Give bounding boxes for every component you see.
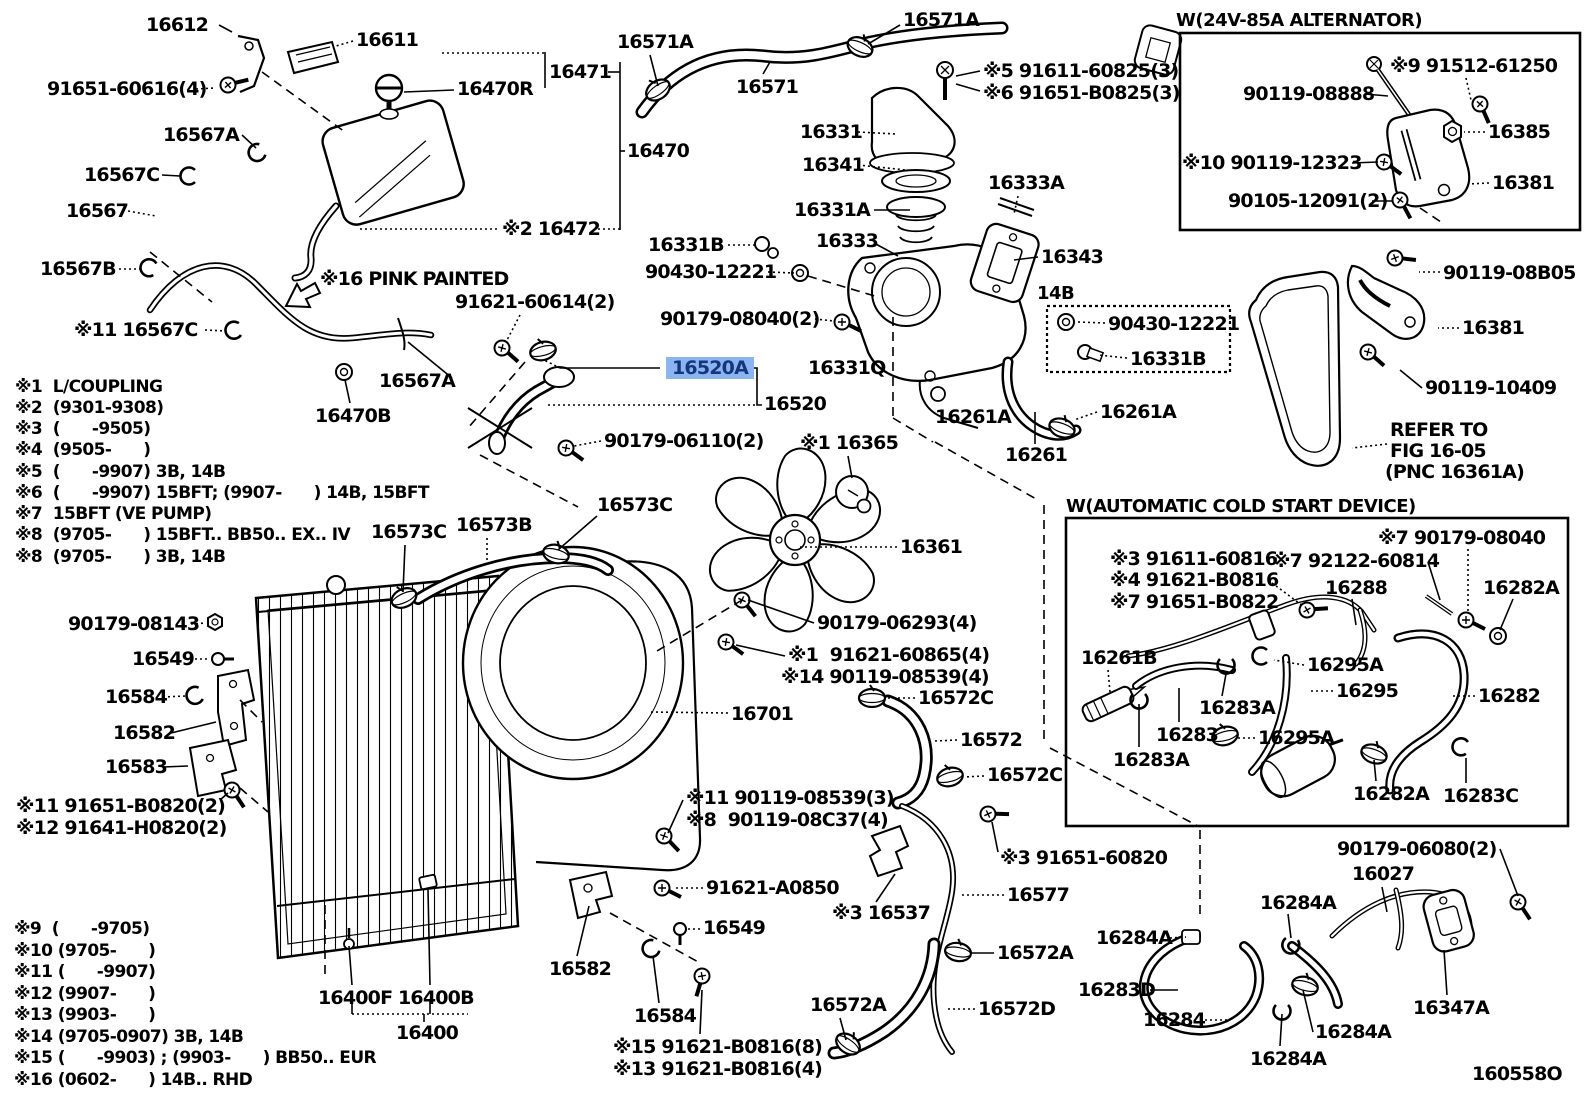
alternator-variant-box-title: W(24V-85A ALTERNATOR) [1176, 10, 1423, 31]
part-callout: ※9 91512-61250 [1390, 55, 1558, 77]
part-callout: 16572 [960, 729, 1023, 751]
part-callout: 16261A [935, 406, 1012, 428]
part-callout: 90179-06293(4) [817, 612, 977, 634]
part-callout: 16567A [163, 124, 240, 146]
part-callout: 91651-60616(4) [47, 78, 207, 100]
part-callout: ※16 PINK PAINTED [320, 268, 509, 290]
part-callout: 16295 [1336, 680, 1399, 702]
leader-line [205, 330, 226, 331]
part-callout: ※7 92122-60814 [1272, 550, 1440, 572]
leader-line [345, 380, 350, 403]
part-callout: 16331 [800, 121, 863, 143]
leader-line [956, 84, 980, 91]
leader-line [1288, 914, 1291, 938]
part-callout: 16567C [84, 164, 160, 186]
part-callout: 90119-08888 [1243, 83, 1375, 105]
part-callout: 16381 [1492, 172, 1555, 194]
part-callout: 16572C [987, 764, 1063, 786]
part-callout: 16261 [1005, 444, 1068, 466]
part-callout: 16611 [356, 29, 419, 51]
part-callout: 16295A [1258, 727, 1335, 749]
leader-line [1074, 412, 1097, 420]
part-callout: 16343 [1041, 246, 1104, 268]
part-callout: 16572D [978, 998, 1056, 1020]
part-callout: ※3 91651-60820 [1000, 847, 1168, 869]
leader-line [1400, 370, 1422, 388]
part-callout: 16612 [146, 14, 209, 36]
part-callout: 90430-12221 [1108, 313, 1240, 335]
part-callout: 16573C [597, 494, 673, 516]
part-callout: 90179-06080(2) [1337, 838, 1497, 860]
part-callout: ※11 16567C [74, 319, 198, 341]
variant-note: ※8 (9705- ) 15BFT.. BB50.. EX.. IV [15, 525, 351, 545]
variant-note: ※4 (9505- ) [15, 440, 151, 460]
leader-line [934, 740, 957, 741]
part-callout: 16361 [900, 536, 963, 558]
part-callout: 16571 [736, 76, 799, 98]
part-callout: ※12 91641-H0820(2) [16, 817, 227, 839]
alternator-bracket-parts [1367, 57, 1469, 206]
part-callout: 16400F [318, 987, 393, 1009]
part-callout: ※1 16365 [800, 432, 899, 454]
part-callout: 16577 [1007, 884, 1070, 906]
part-callout: 91621-A0850 [706, 877, 839, 899]
part-callout: 16284A [1315, 1021, 1392, 1043]
leader-line [1500, 599, 1513, 630]
part-callout: 16331B [1130, 348, 1206, 370]
part-callout: 16549 [703, 917, 766, 939]
part-callout: 90105-12091(2) [1228, 190, 1388, 212]
part-callout: 16572C [918, 687, 994, 709]
part-callout: ※13 91621-B0816(4) [613, 1058, 823, 1080]
part-callout: ※6 91651-B0825(3) [983, 82, 1180, 104]
reservoir-tank [295, 75, 467, 278]
part-callout: ※4 91621-B0816 [1110, 569, 1279, 591]
part-callout: 16333A [988, 172, 1065, 194]
leader-line [1468, 183, 1489, 184]
part-callout: 16027 [1352, 863, 1415, 885]
drive-belt [1249, 272, 1340, 466]
part-callout: 90119-10409 [1425, 377, 1557, 399]
leader-line [162, 175, 180, 176]
leader-line [1500, 849, 1518, 896]
part-callout: 16288 [1325, 577, 1388, 599]
part-callout: 16284A [1096, 927, 1173, 949]
leader-line [1352, 444, 1387, 448]
leader-line [763, 62, 770, 74]
variant-note: ※14 (9705-0907) 3B, 14B [14, 1027, 244, 1047]
part-callout: 16584 [105, 686, 168, 708]
part-callout: 16583 [105, 756, 168, 778]
part-callout: 16331Q [808, 357, 886, 379]
part-callout: 16385 [1488, 121, 1551, 143]
part-callout: 16381 [1462, 317, 1525, 339]
leader-line [956, 71, 980, 76]
leader-line [558, 516, 597, 550]
leader-line [1466, 78, 1471, 100]
part-callout: 90179-06110(2) [604, 430, 764, 452]
part-callout: 16567 [66, 200, 129, 222]
part-callout: 16701 [731, 703, 794, 725]
part-callout: 90179-08143 [68, 613, 200, 635]
part-callout: 16341 [802, 154, 865, 176]
variant-note: ※15 ( -9903) ; (9903- ) BB50.. EUR [14, 1048, 377, 1068]
variant-note: ※13 (9903- ) [14, 1005, 156, 1025]
variant-note: ※8 (9705- ) 3B, 14B [15, 547, 226, 567]
part-callout: 16295A [1307, 654, 1384, 676]
leader-line [349, 946, 352, 985]
variant-note: ※12 (9907- ) [14, 984, 156, 1004]
part-callout: 16283C [1443, 785, 1519, 807]
part-callout: 16261A [1100, 401, 1177, 423]
part-callout: 16282A [1353, 783, 1430, 805]
reservoir-brackets [238, 36, 338, 92]
variant-note: ※3 ( -9505) [15, 419, 151, 439]
variant-note: ※16 (0602- ) 14B.. RHD [14, 1070, 253, 1090]
part-callout: 16284 [1143, 1009, 1206, 1031]
part-callout: REFER TO [1390, 419, 1488, 441]
part-callout: 90430-12221 [645, 261, 777, 283]
leader-line [992, 822, 998, 852]
part-callout: 16470 [627, 140, 690, 162]
leader-line [404, 90, 454, 92]
leader-line [848, 456, 852, 478]
part-callout: ※10 90119-12323 [1182, 152, 1362, 174]
cold-start-variant-box-title: W(AUTOMATIC COLD START DEVICE) [1066, 496, 1416, 517]
variant-note: ※9 ( -9705) [14, 919, 150, 939]
leader-line [736, 645, 785, 656]
leader-line [1444, 950, 1447, 995]
part-callout: 16582 [113, 722, 176, 744]
part-callout: 16573C [371, 521, 447, 543]
leader-line [1078, 322, 1105, 323]
part-callout: ※7 91651-B0822 [1110, 591, 1279, 613]
adjusting-bracket [1348, 266, 1424, 339]
part-callout: ※14 90119-08539(4) [781, 666, 989, 688]
part-callout: ※8 90119-08C37(4) [686, 809, 888, 831]
part-callout: 16283A [1199, 697, 1276, 719]
leader-line [876, 874, 895, 902]
cooling-fan [701, 449, 890, 632]
assembly-dash-line [480, 455, 578, 507]
part-callout: 16284A [1260, 892, 1337, 914]
part-callout: 16282A [1483, 577, 1560, 599]
part-callout: 16400B [398, 987, 474, 1009]
part-callout: 16471 [549, 61, 612, 83]
leader-line [1108, 670, 1110, 692]
part-callout: 16572A [810, 994, 887, 1016]
assembly-dash-line [893, 418, 933, 442]
part-callout: 16470B [315, 405, 391, 427]
part-callout: 16283D [1078, 979, 1156, 1001]
part-callout: ※15 91621-B0816(8) [613, 1036, 823, 1058]
part-callout: 16573B [456, 514, 532, 536]
variant-note: ※1 L/COUPLING [15, 377, 163, 397]
part-callout: ※2 16472 [502, 218, 601, 240]
part-callout: 91621-60614(2) [455, 291, 615, 313]
part-callout: 16282 [1478, 685, 1541, 707]
part-callout: 16520 [764, 393, 827, 415]
variant-note: ※2 (9301-9308) [15, 398, 164, 418]
part-callout: 16331B [648, 234, 724, 256]
part-callout: 16571A [903, 9, 980, 31]
leader-line [171, 722, 216, 733]
part-callout: 16331A [794, 199, 871, 221]
leader-line [700, 990, 702, 1034]
part-callout: ※3 91611-60816 [1110, 548, 1278, 570]
part-callout: ※1 91621-60865(4) [788, 644, 990, 666]
leader-line [336, 41, 353, 46]
part-callout: 16584 [634, 1005, 697, 1027]
variant-note: ※7 15BFT (VE PUMP) [15, 504, 212, 524]
part-callout: ※3 16537 [832, 902, 931, 924]
part-callout: 16571A [617, 31, 694, 53]
variant-note: ※11 ( -9907) [14, 962, 156, 982]
part-callout: 16283A [1113, 749, 1190, 771]
variant-note: ※10 (9705- ) [14, 941, 156, 961]
part-callout: 16582 [549, 958, 612, 980]
part-callout: 90119-08B05 [1443, 262, 1576, 284]
assembly-dash-line [262, 72, 345, 132]
variant-note: ※5 ( -9907) 3B, 14B [15, 462, 226, 482]
variant-note: ※6 ( -9907) 15BFT; (9907- ) 14B, 15BFT [15, 483, 429, 503]
part-callout-highlighted: 16520A [666, 357, 754, 379]
part-callout: 16347A [1413, 997, 1490, 1019]
figure-code: 160558O [1472, 1063, 1562, 1085]
14b-variant-box-title: 14B [1037, 283, 1075, 304]
part-callout: 16567B [40, 258, 116, 280]
part-callout: 16261B [1081, 647, 1157, 669]
leader-line [219, 25, 232, 32]
part-callout: 16283 [1156, 724, 1219, 746]
pink-painted-arrow [286, 283, 320, 307]
assembly-dash-line [1420, 208, 1444, 224]
leader-line [1222, 674, 1226, 696]
leader-line [574, 441, 601, 446]
assembly-dash-line [240, 788, 268, 812]
leader-line [964, 776, 984, 777]
part-callout: ※11 90119-08539(3) [686, 787, 894, 809]
part-callout: 16400 [396, 1022, 459, 1044]
leader-line [506, 315, 520, 342]
part-callout: 16549 [132, 648, 195, 670]
leader-line [242, 135, 256, 148]
part-callout: 16284A [1250, 1048, 1327, 1070]
leader-line [653, 956, 659, 1003]
part-callout: ※11 91651-B0820(2) [16, 795, 226, 817]
leader-line [128, 211, 156, 216]
part-callout: 16333 [816, 230, 879, 252]
part-callout: 16567A [379, 370, 456, 392]
part-callout: (PNC 16361A) [1385, 461, 1524, 483]
part-callout: 90179-08040(2) [660, 308, 820, 330]
part-callout: 16470R [457, 78, 533, 100]
part-callout: FIG 16-05 [1390, 440, 1486, 462]
part-callout: 16572A [997, 942, 1074, 964]
part-callout: ※5 91611-60825(3) [983, 60, 1179, 82]
part-callout: ※7 90179-08040 [1378, 527, 1546, 549]
